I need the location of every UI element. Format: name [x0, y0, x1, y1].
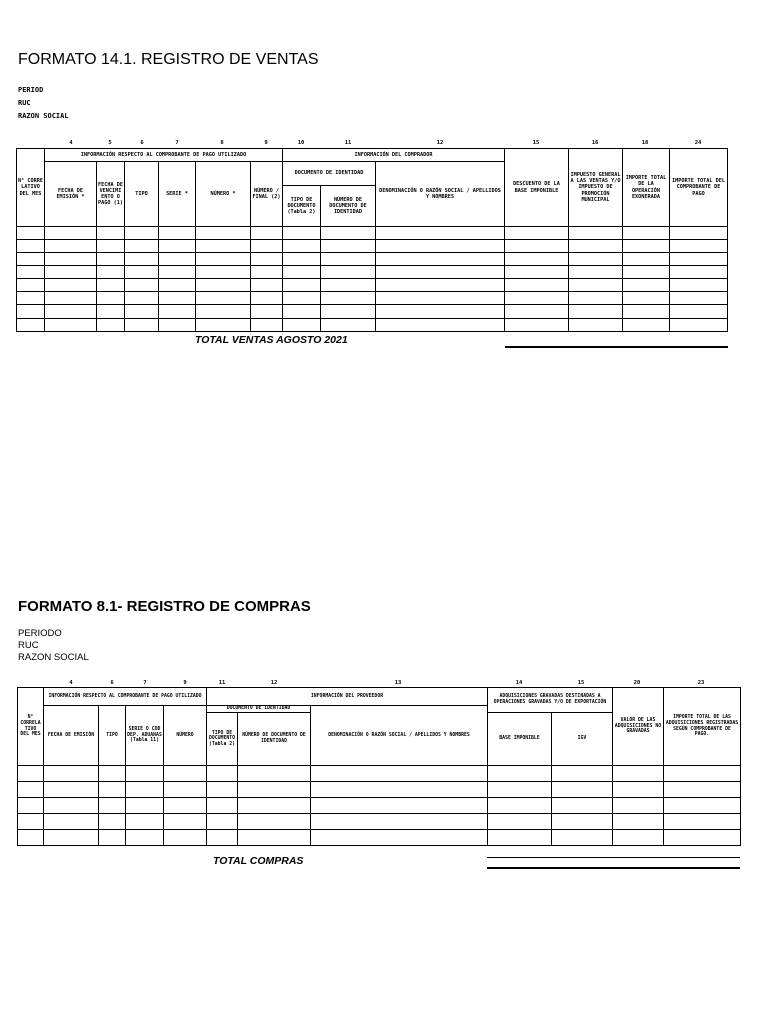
sales-col-number: 24	[694, 140, 702, 146]
sales-header-numero-final: NÚMERO / FINAL (2)	[250, 161, 283, 227]
purchases-col-number: 4	[69, 680, 73, 686]
purchases-title: FORMATO 8.1- REGISTRO DE COMPRAS	[18, 598, 311, 615]
sales-col-number: 11	[344, 140, 352, 146]
sales-header-tipo-doc: TIPO DE DOCUMENTO (Tabla 2)	[282, 185, 321, 227]
sales-header-descuento: DESCUENTO DE LA BASE IMPONIBLE	[504, 148, 569, 227]
purchases-col-number: 9	[183, 680, 187, 686]
sales-header-doc-identidad: DOCUMENTO DE IDENTIDAD	[282, 161, 376, 186]
purchases-header-numero: NÚMERO	[163, 705, 207, 766]
purchases-header-importe-total: IMPORTE TOTAL DE LAS ADQUISICIONES REGISTRADAS SEGÚN COMPROBANTE DE PAGO.	[663, 687, 741, 766]
purchases-total-label: TOTAL COMPRAS	[213, 855, 304, 867]
purchases-header-proveedor-group: INFORMACIÓN DEL PROVEEDOR	[206, 687, 488, 706]
sales-col-number: 9	[264, 140, 268, 146]
purchases-total-line-bottom	[487, 867, 740, 869]
sales-col-number: 5	[108, 140, 112, 146]
purchases-col-number: 13	[394, 680, 402, 686]
purchases-meta	[18, 628, 89, 664]
sales-header-serie: SERIE *	[158, 161, 196, 227]
sales-col-number: 7	[175, 140, 179, 146]
purchases-header-igv: IGV	[551, 712, 613, 766]
purchases-header-tipo: TIPO	[98, 705, 126, 766]
sales-rows-grid	[16, 226, 729, 333]
sales-header-num-doc: NÚMERO DE DOCUMENTO DE IDENTIDAD	[320, 185, 376, 227]
sales-total-label: TOTAL VENTAS AGOSTO 2021	[195, 334, 348, 346]
purchases-header-adquisiciones-group: ADQUISICIONES GRAVADAS DESTINADAS A OPERACIONES GRAVADAS Y/O DE EXPORTACIÓN	[487, 687, 613, 713]
purchases-col-number: 7	[143, 680, 147, 686]
sales-col-number: 6	[140, 140, 144, 146]
purchases-meta-periodo: PERIODO	[18, 628, 62, 639]
sales-header-fecha-vencimiento: FECHA DE VENCIMI ENTO O PAGO (1)	[96, 161, 125, 227]
purchases-header-doc-identidad: DOCUMENTO DE IDENTIDAD	[206, 705, 311, 713]
sales-header-numero: NÚMERO *	[195, 161, 251, 227]
sales-header-impuesto: IMPUESTO GENERAL A LAS VENTAS Y/O IMPUESTO DE PROMOCIÓN MUNICIPAL	[568, 148, 623, 227]
sales-col-number: 18	[641, 140, 649, 146]
sales-col-number: 15	[532, 140, 540, 146]
sales-total-line	[505, 346, 728, 348]
sales-header-fecha-emision: FECHA DE EMISIÓN *	[44, 161, 97, 227]
purchases-header-correlativo: N° CORRELA TIVO DEL MES	[17, 687, 44, 766]
sales-col-number: 12	[436, 140, 444, 146]
purchases-header-no-gravadas: VALOR DE LAS ADQUISICIONES NO GRAVADAS	[612, 687, 664, 766]
sales-col-number: 8	[220, 140, 224, 146]
sales-title: FORMATO 14.1. REGISTRO DE VENTAS	[18, 51, 319, 68]
purchases-header-denominacion: DENOMINACIÓN O RAZÓN SOCIAL / APELLIDOS Y NOMBRES	[310, 705, 488, 766]
purchases-total-line-top	[487, 857, 740, 858]
sales-header-comprador-group: INFORMACIÓN DEL COMPRADOR	[282, 148, 505, 162]
purchases-col-number: 20	[633, 680, 641, 686]
purchases-meta-razon-social: RAZON SOCIAL	[18, 652, 89, 663]
purchases-header-comprobante-group: INFORMACIÓN RESPECTO AL COMPROBANTE DE PAGO UTILIZADO	[43, 687, 207, 706]
purchases-col-number: 11	[218, 680, 226, 686]
purchases-header-fecha-emision: FECHA DE EMISIÓN	[43, 705, 99, 766]
sales-col-number: 10	[297, 140, 305, 146]
purchases-header-serie: SERIE O COD DEP. ADUANAS (Tabla 11)	[125, 705, 164, 766]
purchases-col-number: 15	[577, 680, 585, 686]
purchases-header-num-doc: NÚMERO DE DOCUMENTO DE IDENTIDAD	[237, 712, 311, 766]
sales-col-number: 16	[591, 140, 599, 146]
sales-header-importe-total: IMPORTE TOTAL DEL COMPROBANTE DE PAGO	[669, 148, 728, 227]
sales-meta-ruc: RUC	[18, 99, 31, 107]
purchases-col-number: 12	[270, 680, 278, 686]
purchases-rows-grid	[17, 765, 742, 847]
sales-meta	[18, 84, 69, 123]
sales-col-number: 4	[69, 140, 73, 146]
sales-header-comprobante-group: INFORMACIÓN RESPECTO AL COMPROBANTE DE PAGO UTILIZADO	[44, 148, 283, 162]
sales-header-denominacion: DENOMINACIÓN O RAZÓN SOCIAL / APELLIDOS Y NOMBRES	[375, 161, 505, 227]
purchases-header-base-imponible: BASE IMPONIBLE	[487, 712, 552, 766]
sales-header-tipo: TIPO	[124, 161, 159, 227]
sales-meta-period: PERIOD	[18, 86, 44, 94]
purchases-col-number: 23	[697, 680, 705, 686]
sales-meta-razon-social: RAZON SOCIAL	[18, 112, 69, 120]
purchases-header-tipo-doc: TIPO DE DOCUMENTO (Tabla 2)	[206, 712, 238, 766]
sales-header-correlativo: N° CORRE LATIVO DEL MES	[16, 148, 45, 227]
purchases-col-number: 6	[110, 680, 114, 686]
purchases-col-number: 14	[515, 680, 523, 686]
sales-header-exonerada: IMPORTE TOTAL DE LA OPERACIÓN EXONERADA	[622, 148, 670, 227]
purchases-meta-ruc: RUC	[18, 640, 39, 651]
